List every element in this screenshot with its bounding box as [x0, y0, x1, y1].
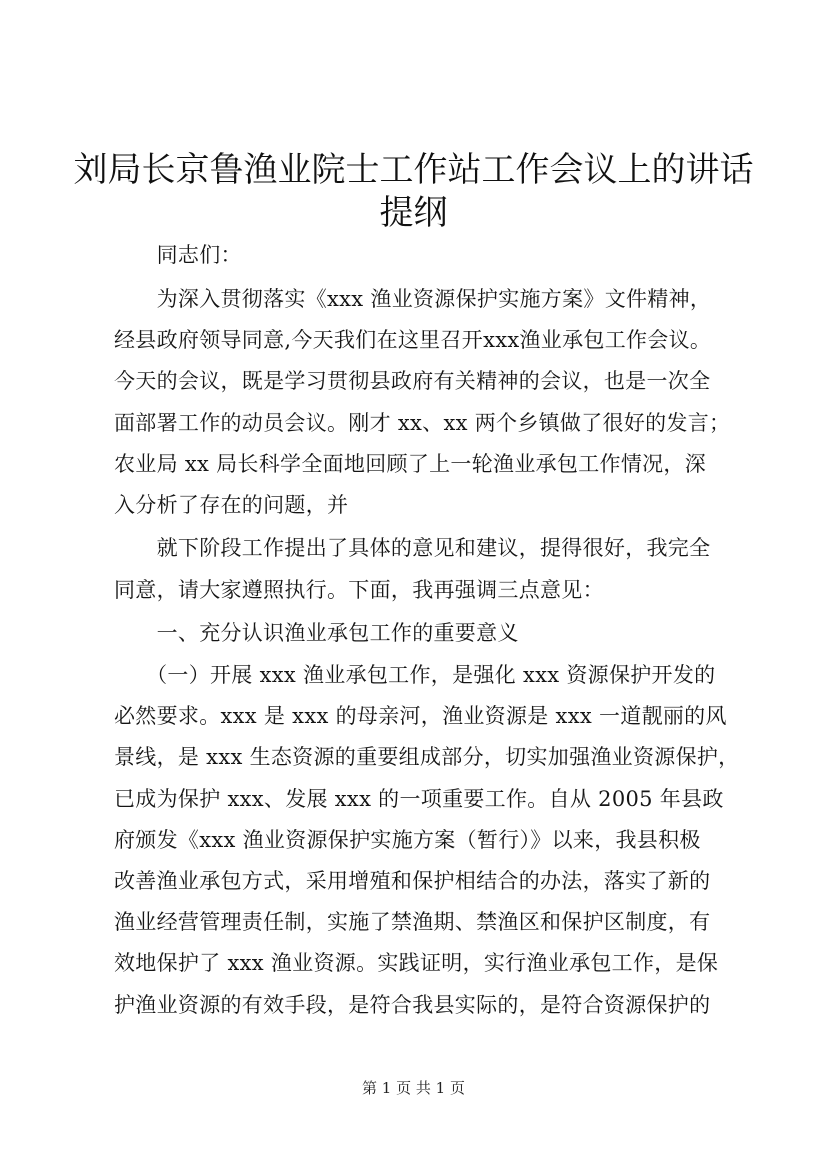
body-line: 必然要求。xxx 是 xxx 的母亲河，渔业资源是 xxx 一道靓丽的风 — [114, 704, 727, 728]
section-heading: 一、充分认识渔业承包工作的重要意义 — [114, 621, 519, 645]
body-line: 今天的会议，既是学习贯彻县政府有关精神的会议，也是一次全 — [114, 369, 711, 393]
body-line: 同意，请大家遵照执行。下面，我再强调三点意见： — [114, 578, 604, 602]
document-title-line-2: 提纲 — [379, 193, 448, 233]
salutation: 同志们： — [114, 243, 242, 267]
body-line: 就下阶段工作提出了具体的意见和建议，提得很好，我完全 — [114, 536, 711, 560]
document-title-line-1: 刘局长京鲁渔业院士工作站工作会议上的讲话 — [73, 150, 754, 190]
body-line: 效地保护了 xxx 渔业资源。实践证明，实行渔业承包工作，是保 — [114, 951, 719, 975]
body-line: 农业局 xx 局长科学全面地回顾了上一轮渔业承包工作情况，深 — [114, 452, 707, 476]
body-line: 为深入贯彻落实《xxx 渔业资源保护实施方案》文件精神， — [114, 287, 712, 311]
body-line: 已成为保护 xxx、发展 xxx 的一项重要工作。自从 2005 年县政 — [114, 787, 724, 811]
body-line: 入分析了存在的问题，并 — [114, 493, 349, 517]
body-line: 渔业经营管理责任制，实施了禁渔期、禁渔区和保护区制度，有 — [114, 910, 711, 934]
body-line: 经县政府领导同意,今天我们在这里召开xxx渔业承包工作会议。 — [114, 328, 712, 352]
body-line: 面部署工作的动员会议。刚才 xx、xx 两个乡镇做了很好的发言； — [114, 411, 731, 435]
body-line: 改善渔业承包方式，采用增殖和保护相结合的办法，落实了新的 — [114, 869, 711, 893]
page-number-footer: 第 1 页 共 1 页 — [362, 1079, 465, 1097]
body-line: 府颁发《xxx 渔业资源保护实施方案（暂行）》以来，我县积极 — [114, 828, 701, 852]
subsection-heading: （一）开展 xxx 渔业承包工作，是强化 xxx 资源保护开发的 — [114, 663, 716, 687]
body-line: 护渔业资源的有效手段，是符合我县实际的，是符合资源保护的 — [114, 993, 711, 1017]
body-line: 景线，是 xxx 生态资源的重要组成部分，切实加强渔业资源保护， — [114, 745, 740, 769]
